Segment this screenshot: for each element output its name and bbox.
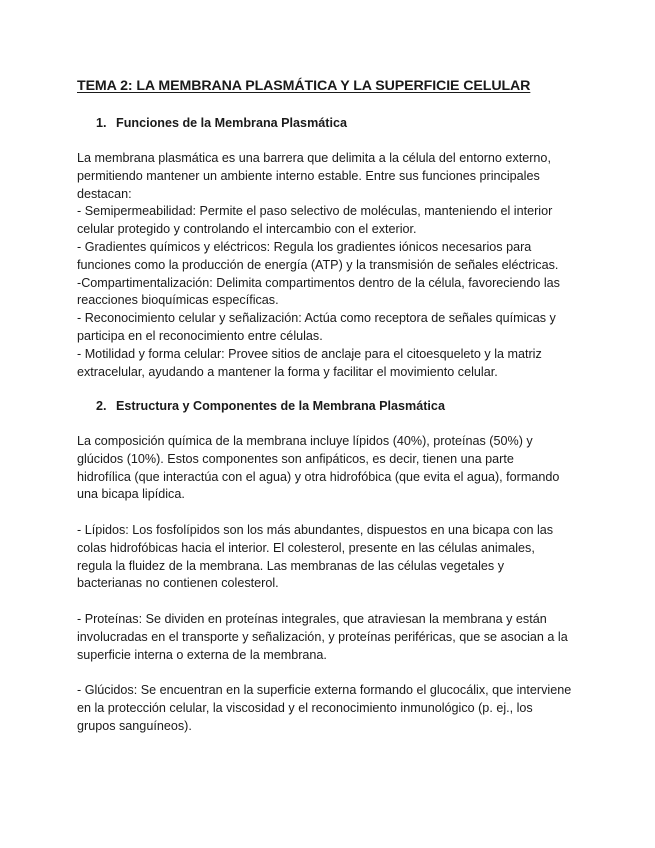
- section-2-title: Estructura y Componentes de la Membrana Plasmática: [116, 399, 445, 413]
- text-line: en la protección celular, la viscosidad y el reconocimiento inmunológico (p. ej., los: [77, 700, 533, 715]
- text-line: - Lípidos: Los fosfolípidos son los más abundantes, dispuestos en una bicapa con las: [77, 523, 554, 537]
- text-line: reacciones bioquímicas específicas.: [77, 293, 279, 308]
- composition-paragraph: [77, 433, 582, 504]
- text-line: - Reconocimiento celular y señalización: Actúa como receptora de señales químicas y: [77, 311, 556, 326]
- document-title: TEMA 2: LA MEMBRANA PLASMÁTICA Y LA SUPERFICIE CELULAR: [77, 78, 531, 94]
- text-line: extracelular, ayudando a mantener la forma y facilitar el movimiento celular.: [77, 364, 498, 379]
- text-line: involucradas en el transporte y señalización, y proteínas periféricas, que se asocian a la: [77, 629, 568, 644]
- text-line: - Glúcidos: Se encuentran en la superficie externa formando el glucocálix, que interviene: [77, 683, 572, 697]
- text-line: glúcidos (10%). Estos componentes son anfipáticos, es decir, tienen una parte: [77, 451, 514, 466]
- text-line: - Gradientes químicos y eléctricos: Regula los gradientes iónicos necesarios para: [77, 239, 532, 254]
- section-1-heading: [96, 116, 347, 130]
- text-line: -Compartimentalización: Delimita compartimentos dentro de la célula, favoreciendo las: [77, 275, 560, 290]
- text-line: La composición química de la membrana incluye lípidos (40%), proteínas (50%) y: [77, 434, 533, 448]
- text-line: La membrana plasmática es una barrera que delimita a la célula del entorno externo,: [77, 151, 551, 165]
- lipids-paragraph: [77, 522, 582, 593]
- text-line: participa en el reconocimiento entre células.: [77, 328, 323, 343]
- text-line: destacan:: [77, 186, 132, 201]
- text-line: grupos sanguíneos).: [77, 718, 192, 733]
- text-line: celular protegido y controlando el intercambio con el exterior.: [77, 222, 417, 237]
- text-line: regula la fluidez de la membrana. Las membranas de las células vegetales y: [77, 558, 505, 573]
- section-2-heading: [96, 399, 445, 413]
- text-line: - Semipermeabilidad: Permite el paso selectivo de moléculas, manteniendo el interior: [77, 204, 553, 219]
- text-line: funciones como la producción de energía (ATP) y la transmisión de señales eléctricas.: [77, 257, 559, 272]
- section-1-number: 1.: [96, 116, 107, 130]
- proteins-paragraph: [77, 611, 582, 664]
- section-1-paragraph: [77, 150, 582, 381]
- section-2-number: 2.: [96, 399, 107, 413]
- text-line: una bicapa lipídica.: [77, 487, 185, 502]
- text-line: colas hidrofóbicas hacia el interior. El colesterol, presente en las células animales,: [77, 540, 535, 555]
- text-line: hidrofílica (que interactúa con el agua) y otra hidrofóbica (que evita el agua), formando: [77, 469, 560, 484]
- text-line: superficie interna o externa de la membrana.: [77, 647, 327, 662]
- carbohydrates-paragraph: [77, 682, 582, 735]
- text-line: permitiendo mantener un ambiente interno estable. Entre sus funciones principales: [77, 168, 540, 183]
- section-1-title: Funciones de la Membrana Plasmática: [116, 116, 347, 130]
- text-line: - Motilidad y forma celular: Provee sitios de anclaje para el citoesqueleto y la matriz: [77, 346, 542, 361]
- text-line: - Proteínas: Se dividen en proteínas integrales, que atraviesan la membrana y están: [77, 612, 547, 626]
- text-line: bacterianas no contienen colesterol.: [77, 576, 279, 591]
